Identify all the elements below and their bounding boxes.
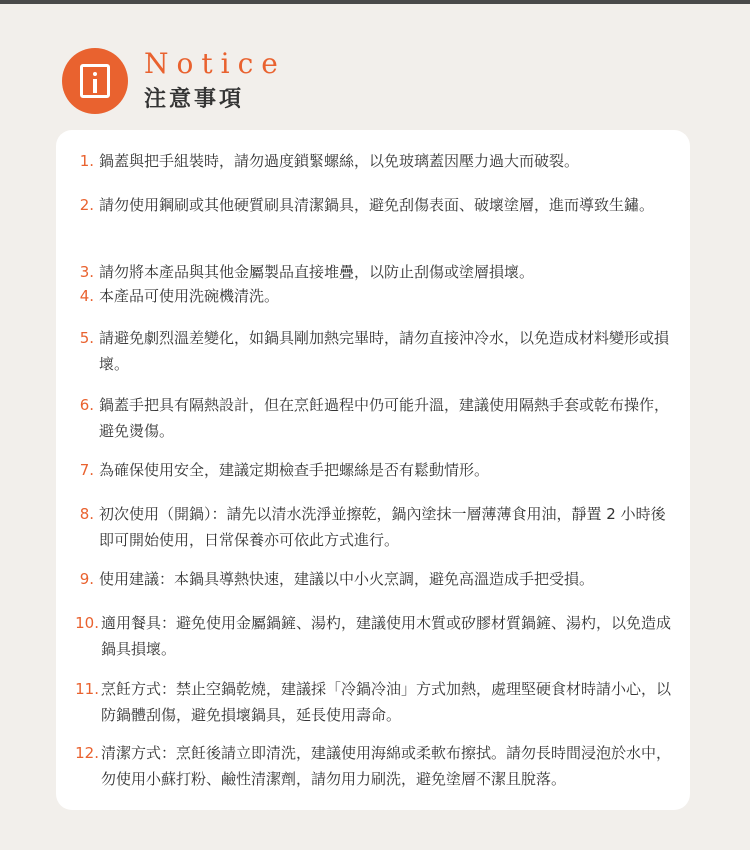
item-text: 使用建議：本鍋具導熱快速，建議以中小火烹調，避免高溫造成手把受損。 — [99, 570, 595, 588]
item-number: 2. — [79, 196, 94, 214]
item-text: 請勿使用鋼刷或其他硬質刷具清潔鍋具，避免刮傷表面、破壞塗層，進而導致生鏽。 — [99, 196, 655, 214]
notice-item — [74, 392, 680, 444]
item-number: 6. — [79, 396, 94, 414]
notice-item — [74, 325, 680, 377]
top-border — [0, 0, 750, 4]
item-number: 11. — [75, 680, 99, 698]
item-text: 鍋蓋手把具有隔熱設計，但在烹飪過程中仍可能升溫，建議使用隔熱手套或乾布操作，避免燙傷。 — [99, 396, 670, 440]
item-number: 9. — [79, 570, 94, 588]
notice-item — [74, 740, 680, 792]
item-text: 初次使用（開鍋）：請先以清水洗淨並擦乾，鍋內塗抹一層薄薄食用油，靜置 2 小時後即可開始使用，日常保養亦可依此方式進行。 — [99, 505, 666, 549]
item-number: 5. — [79, 329, 94, 347]
notice-item — [74, 148, 680, 174]
notice-header — [62, 46, 286, 116]
notice-item — [74, 283, 680, 309]
title-group — [144, 48, 286, 114]
notice-item — [74, 457, 680, 483]
title-chinese: 注意事項 — [144, 86, 245, 112]
info-icon — [62, 48, 128, 114]
notice-item — [74, 566, 680, 592]
title-english: Notice — [144, 47, 286, 80]
notice-item — [74, 192, 680, 218]
item-number: 7. — [79, 461, 94, 479]
item-text: 烹飪方式：禁止空鍋乾燒，建議採「冷鍋冷油」方式加熱，處理堅硬食材時請小心，以防鍋體刮傷，避免損壞鍋具，延長使用壽命。 — [101, 680, 672, 724]
notice-card — [56, 130, 690, 810]
item-number: 4. — [79, 287, 94, 305]
item-number: 1. — [79, 152, 94, 170]
notice-item — [74, 676, 680, 728]
item-text: 請勿將本產品與其他金屬製品直接堆疊，以防止刮傷或塗層損壞。 — [99, 263, 535, 281]
item-number: 12. — [75, 744, 99, 762]
notice-item — [74, 501, 680, 553]
item-number: 10. — [75, 614, 99, 632]
notice-item — [74, 259, 680, 285]
item-number: 8. — [79, 505, 94, 523]
item-text: 鍋蓋與把手組裝時，請勿過度鎖緊螺絲，以免玻璃蓋因壓力過大而破裂。 — [99, 152, 580, 170]
notice-item — [74, 610, 680, 662]
item-text: 請避免劇烈溫差變化，如鍋具剛加熱完畢時，請勿直接沖冷水，以免造成材料變形或損壞。 — [99, 329, 670, 373]
item-text: 本產品可使用洗碗機清洗。 — [99, 287, 280, 305]
item-number: 3. — [79, 263, 94, 281]
item-text: 為確保使用安全，建議定期檢查手把螺絲是否有鬆動情形。 — [99, 461, 490, 479]
item-text: 清潔方式：烹飪後請立即清洗，建議使用海綿或柔軟布擦拭。請勿長時間浸泡於水中，勿使用小蘇打粉、鹼性清潔劑，請勿用力刷洗，避免塗層不潔且脫落。 — [101, 744, 672, 788]
item-text: 適用餐具：避免使用金屬鍋鏟、湯杓，建議使用木質或矽膠材質鍋鏟、湯杓，以免造成鍋具損壞。 — [101, 614, 672, 658]
